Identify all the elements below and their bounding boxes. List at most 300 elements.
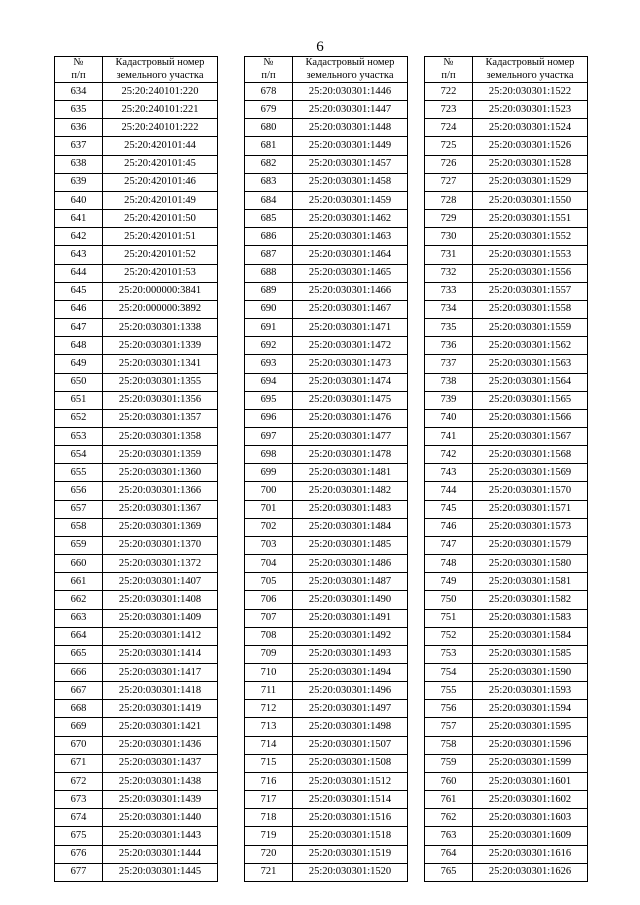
cadastral-number: 25:20:030301:1562 [473, 337, 588, 355]
table-row [425, 83, 588, 101]
cadastral-number: 25:20:030301:1626 [473, 863, 588, 881]
row-number: 731 [425, 246, 473, 264]
row-number: 648 [55, 337, 103, 355]
cadastral-number: 25:20:030301:1552 [473, 228, 588, 246]
cadastral-number: 25:20:030301:1570 [473, 482, 588, 500]
table-row [245, 119, 408, 137]
cadastral-number: 25:20:030301:1556 [473, 264, 588, 282]
table-row [245, 373, 408, 391]
cadastral-number: 25:20:030301:1444 [103, 845, 218, 863]
table-row [55, 682, 218, 700]
table-row [245, 772, 408, 790]
cadastral-number: 25:20:030301:1357 [103, 409, 218, 427]
cadastral-number: 25:20:030301:1581 [473, 573, 588, 591]
cadastral-number: 25:20:030301:1603 [473, 809, 588, 827]
table-row [245, 228, 408, 246]
cadastral-number: 25:20:030301:1481 [293, 464, 408, 482]
table-row [55, 282, 218, 300]
table-row [55, 83, 218, 101]
table-row [425, 518, 588, 536]
row-number: 654 [55, 446, 103, 464]
table-row [425, 101, 588, 119]
row-number: 692 [245, 337, 293, 355]
cadastral-number: 25:20:030301:1367 [103, 500, 218, 518]
row-number: 680 [245, 119, 293, 137]
cadastral-number: 25:20:030301:1485 [293, 536, 408, 554]
table-row [425, 464, 588, 482]
cadastral-number: 25:20:030301:1447 [293, 101, 408, 119]
row-number: 726 [425, 155, 473, 173]
table-row [245, 627, 408, 645]
table-row [55, 845, 218, 863]
row-number: 705 [245, 573, 293, 591]
table-row [425, 155, 588, 173]
row-number: 662 [55, 591, 103, 609]
table-row [245, 536, 408, 554]
cadastral-number: 25:20:030301:1438 [103, 772, 218, 790]
table-row [425, 228, 588, 246]
cadastral-number: 25:20:030301:1528 [473, 155, 588, 173]
cadastral-number: 25:20:030301:1484 [293, 518, 408, 536]
table-row [55, 791, 218, 809]
table-row [245, 173, 408, 191]
table-row [425, 246, 588, 264]
cadastral-number: 25:20:030301:1564 [473, 373, 588, 391]
cadastral-number: 25:20:030301:1473 [293, 355, 408, 373]
row-number: 689 [245, 282, 293, 300]
cadastral-number: 25:20:030301:1467 [293, 300, 408, 318]
row-number: 751 [425, 609, 473, 627]
row-number: 657 [55, 500, 103, 518]
cadastral-number: 25:20:030301:1466 [293, 282, 408, 300]
cadastral-number: 25:20:030301:1477 [293, 427, 408, 445]
row-number: 727 [425, 173, 473, 191]
row-number: 667 [55, 682, 103, 700]
table-row [425, 791, 588, 809]
table-row [55, 355, 218, 373]
row-number: 706 [245, 591, 293, 609]
row-number: 697 [245, 427, 293, 445]
table-row [55, 427, 218, 445]
cadastral-number: 25:20:030301:1490 [293, 591, 408, 609]
table-row [425, 772, 588, 790]
row-number: 739 [425, 391, 473, 409]
cadastral-number: 25:20:030301:1457 [293, 155, 408, 173]
number-column-header: № п/п [55, 57, 103, 83]
table-row [55, 155, 218, 173]
row-number: 738 [425, 373, 473, 391]
table-row [245, 409, 408, 427]
row-number: 663 [55, 609, 103, 627]
table-header [55, 57, 218, 83]
table-row [425, 391, 588, 409]
cadastral-number: 25:20:030301:1498 [293, 718, 408, 736]
table-row [425, 809, 588, 827]
table-row [425, 500, 588, 518]
cadastral-number: 25:20:030301:1476 [293, 409, 408, 427]
row-number: 711 [245, 682, 293, 700]
table-row [425, 446, 588, 464]
row-number: 684 [245, 191, 293, 209]
cadastral-number: 25:20:000000:3841 [103, 282, 218, 300]
cadastral-number: 25:20:030301:1472 [293, 337, 408, 355]
cadastral-column-header: Кадастровый номер земельного участка [103, 57, 218, 83]
table-row [425, 137, 588, 155]
cadastral-number: 25:20:030301:1585 [473, 645, 588, 663]
table-row [245, 391, 408, 409]
row-number: 658 [55, 518, 103, 536]
cadastral-number: 25:20:030301:1483 [293, 500, 408, 518]
cadastral-number: 25:20:030301:1519 [293, 845, 408, 863]
table-row [245, 682, 408, 700]
table-row [245, 446, 408, 464]
row-number: 748 [425, 555, 473, 573]
cadastral-number: 25:20:030301:1359 [103, 446, 218, 464]
row-number: 649 [55, 355, 103, 373]
cadastral-number: 25:20:030301:1496 [293, 682, 408, 700]
row-number: 762 [425, 809, 473, 827]
row-number: 685 [245, 210, 293, 228]
page-number: 6 [316, 39, 324, 55]
table-row [55, 863, 218, 881]
row-number: 669 [55, 718, 103, 736]
row-number: 700 [245, 482, 293, 500]
table-row [55, 137, 218, 155]
row-number: 753 [425, 645, 473, 663]
row-number: 703 [245, 536, 293, 554]
table-row [425, 355, 588, 373]
row-number: 681 [245, 137, 293, 155]
table-row [245, 664, 408, 682]
cadastral-number: 25:20:030301:1492 [293, 627, 408, 645]
cadastral-number: 25:20:030301:1478 [293, 446, 408, 464]
table-row [55, 264, 218, 282]
row-number: 747 [425, 536, 473, 554]
table-row [55, 718, 218, 736]
row-number: 750 [425, 591, 473, 609]
table-row [245, 863, 408, 881]
cadastral-number: 25:20:030301:1437 [103, 754, 218, 772]
row-number: 761 [425, 791, 473, 809]
table-row [55, 627, 218, 645]
cadastral-table-3 [424, 56, 588, 882]
row-number: 730 [425, 228, 473, 246]
cadastral-number: 25:20:030301:1458 [293, 173, 408, 191]
row-number: 652 [55, 409, 103, 427]
cadastral-column-header: Кадастровый номер земельного участка [473, 57, 588, 83]
table-row [245, 337, 408, 355]
row-number: 637 [55, 137, 103, 155]
row-number: 677 [55, 863, 103, 881]
cadastral-number: 25:20:030301:1448 [293, 119, 408, 137]
row-number: 714 [245, 736, 293, 754]
row-number: 733 [425, 282, 473, 300]
row-number: 757 [425, 718, 473, 736]
table-row [425, 210, 588, 228]
row-number: 672 [55, 772, 103, 790]
row-number: 643 [55, 246, 103, 264]
table-row [245, 191, 408, 209]
table-row [245, 827, 408, 845]
row-number: 741 [425, 427, 473, 445]
row-number: 737 [425, 355, 473, 373]
cadastral-number: 25:20:030301:1520 [293, 863, 408, 881]
cadastral-number: 25:20:030301:1518 [293, 827, 408, 845]
cadastral-number: 25:20:030301:1569 [473, 464, 588, 482]
cadastral-number: 25:20:420101:53 [103, 264, 218, 282]
table-row [55, 246, 218, 264]
row-number: 756 [425, 700, 473, 718]
table-row [245, 645, 408, 663]
row-number: 668 [55, 700, 103, 718]
cadastral-number: 25:20:030301:1459 [293, 191, 408, 209]
cadastral-number: 25:20:030301:1419 [103, 700, 218, 718]
row-number: 675 [55, 827, 103, 845]
table-row [245, 464, 408, 482]
cadastral-number: 25:20:030301:1609 [473, 827, 588, 845]
cadastral-number: 25:20:030301:1464 [293, 246, 408, 264]
cadastral-number: 25:20:030301:1571 [473, 500, 588, 518]
table-row [55, 754, 218, 772]
number-column-header: № п/п [425, 57, 473, 83]
cadastral-number: 25:20:030301:1512 [293, 772, 408, 790]
cadastral-number: 25:20:030301:1436 [103, 736, 218, 754]
table-row [55, 210, 218, 228]
table-row [425, 337, 588, 355]
table-row [245, 736, 408, 754]
cadastral-number: 25:20:240101:222 [103, 119, 218, 137]
cadastral-number: 25:20:030301:1553 [473, 246, 588, 264]
row-number: 660 [55, 555, 103, 573]
row-number: 743 [425, 464, 473, 482]
row-number: 708 [245, 627, 293, 645]
table-row [55, 319, 218, 337]
cadastral-number: 25:20:030301:1372 [103, 555, 218, 573]
cadastral-number: 25:20:030301:1596 [473, 736, 588, 754]
row-number: 715 [245, 754, 293, 772]
cadastral-number: 25:20:030301:1494 [293, 664, 408, 682]
cadastral-number: 25:20:030301:1369 [103, 518, 218, 536]
row-number: 712 [245, 700, 293, 718]
table-row [55, 446, 218, 464]
table-row [55, 809, 218, 827]
cadastral-number: 25:20:030301:1418 [103, 682, 218, 700]
cadastral-number: 25:20:030301:1568 [473, 446, 588, 464]
table-row [55, 482, 218, 500]
table-row [245, 718, 408, 736]
table-row [245, 246, 408, 264]
cadastral-number: 25:20:030301:1573 [473, 518, 588, 536]
table-row [245, 700, 408, 718]
row-number: 729 [425, 210, 473, 228]
row-number: 696 [245, 409, 293, 427]
row-number: 759 [425, 754, 473, 772]
row-number: 716 [245, 772, 293, 790]
cadastral-number: 25:20:030301:1559 [473, 319, 588, 337]
cadastral-number: 25:20:030301:1407 [103, 573, 218, 591]
row-number: 710 [245, 664, 293, 682]
table-row [55, 827, 218, 845]
row-number: 653 [55, 427, 103, 445]
row-number: 671 [55, 754, 103, 772]
cadastral-number: 25:20:030301:1358 [103, 427, 218, 445]
cadastral-number: 25:20:030301:1339 [103, 337, 218, 355]
row-number: 676 [55, 845, 103, 863]
row-number: 707 [245, 609, 293, 627]
table-row [245, 518, 408, 536]
table-row [425, 845, 588, 863]
table-row [55, 500, 218, 518]
cadastral-number: 25:20:030301:1601 [473, 772, 588, 790]
table-row [245, 264, 408, 282]
table-row [55, 536, 218, 554]
cadastral-number: 25:20:030301:1599 [473, 754, 588, 772]
table-row [425, 863, 588, 881]
table-row [425, 627, 588, 645]
table-row [425, 319, 588, 337]
row-number: 740 [425, 409, 473, 427]
cadastral-number: 25:20:030301:1529 [473, 173, 588, 191]
cadastral-number: 25:20:030301:1602 [473, 791, 588, 809]
cadastral-number: 25:20:030301:1421 [103, 718, 218, 736]
row-number: 701 [245, 500, 293, 518]
cadastral-number: 25:20:030301:1414 [103, 645, 218, 663]
row-number: 721 [245, 863, 293, 881]
table-row [55, 609, 218, 627]
table-row [245, 791, 408, 809]
table-row [245, 427, 408, 445]
row-number: 670 [55, 736, 103, 754]
row-number: 695 [245, 391, 293, 409]
cadastral-number: 25:20:030301:1567 [473, 427, 588, 445]
cadastral-number: 25:20:030301:1550 [473, 191, 588, 209]
row-number: 678 [245, 83, 293, 101]
row-number: 725 [425, 137, 473, 155]
table-row [245, 101, 408, 119]
row-number: 664 [55, 627, 103, 645]
row-number: 673 [55, 791, 103, 809]
cadastral-number: 25:20:240101:221 [103, 101, 218, 119]
row-number: 763 [425, 827, 473, 845]
row-number: 651 [55, 391, 103, 409]
cadastral-number: 25:20:030301:1566 [473, 409, 588, 427]
row-number: 745 [425, 500, 473, 518]
row-number: 639 [55, 173, 103, 191]
cadastral-number: 25:20:030301:1583 [473, 609, 588, 627]
table-row [245, 500, 408, 518]
table-row [245, 555, 408, 573]
table-row [425, 191, 588, 209]
table-row [55, 464, 218, 482]
table-row [245, 155, 408, 173]
row-number: 682 [245, 155, 293, 173]
table-row [245, 482, 408, 500]
row-number: 650 [55, 373, 103, 391]
table-row [425, 700, 588, 718]
table-row [55, 700, 218, 718]
row-number: 764 [425, 845, 473, 863]
cadastral-number: 25:20:030301:1360 [103, 464, 218, 482]
cadastral-number: 25:20:030301:1523 [473, 101, 588, 119]
table-row [55, 736, 218, 754]
cadastral-number: 25:20:030301:1462 [293, 210, 408, 228]
cadastral-number: 25:20:030301:1338 [103, 319, 218, 337]
row-number: 732 [425, 264, 473, 282]
cadastral-number: 25:20:030301:1522 [473, 83, 588, 101]
cadastral-number: 25:20:030301:1487 [293, 573, 408, 591]
table-row [245, 591, 408, 609]
table-row [245, 355, 408, 373]
table-row [425, 173, 588, 191]
row-number: 638 [55, 155, 103, 173]
table-row [425, 573, 588, 591]
table-row [425, 427, 588, 445]
row-number: 641 [55, 210, 103, 228]
cadastral-number: 25:20:030301:1557 [473, 282, 588, 300]
table-row [425, 736, 588, 754]
cadastral-number: 25:20:030301:1474 [293, 373, 408, 391]
cadastral-number: 25:20:030301:1341 [103, 355, 218, 373]
cadastral-number: 25:20:030301:1497 [293, 700, 408, 718]
cadastral-number: 25:20:030301:1463 [293, 228, 408, 246]
cadastral-number: 25:20:030301:1580 [473, 555, 588, 573]
table-row [55, 173, 218, 191]
row-number: 724 [425, 119, 473, 137]
cadastral-number: 25:20:030301:1526 [473, 137, 588, 155]
row-number: 666 [55, 664, 103, 682]
cadastral-number: 25:20:420101:44 [103, 137, 218, 155]
table-row [425, 300, 588, 318]
table-row [55, 772, 218, 790]
table-row [425, 718, 588, 736]
cadastral-number: 25:20:030301:1417 [103, 664, 218, 682]
table-row [425, 609, 588, 627]
row-number: 691 [245, 319, 293, 337]
row-number: 656 [55, 482, 103, 500]
cadastral-number: 25:20:030301:1582 [473, 591, 588, 609]
row-number: 765 [425, 863, 473, 881]
table-row [425, 264, 588, 282]
row-number: 709 [245, 645, 293, 663]
table-row [425, 664, 588, 682]
cadastral-number: 25:20:030301:1409 [103, 609, 218, 627]
table-row [245, 754, 408, 772]
cadastral-number: 25:20:030301:1514 [293, 791, 408, 809]
cadastral-number: 25:20:030301:1475 [293, 391, 408, 409]
table-row [55, 391, 218, 409]
cadastral-number: 25:20:030301:1579 [473, 536, 588, 554]
table-row [245, 137, 408, 155]
cadastral-number: 25:20:030301:1508 [293, 754, 408, 772]
row-number: 713 [245, 718, 293, 736]
row-number: 728 [425, 191, 473, 209]
cadastral-number: 25:20:030301:1590 [473, 664, 588, 682]
cadastral-number: 25:20:030301:1524 [473, 119, 588, 137]
row-number: 647 [55, 319, 103, 337]
row-number: 742 [425, 446, 473, 464]
cadastral-number: 25:20:030301:1565 [473, 391, 588, 409]
cadastral-number: 25:20:030301:1370 [103, 536, 218, 554]
cadastral-number: 25:20:030301:1595 [473, 718, 588, 736]
cadastral-number: 25:20:030301:1594 [473, 700, 588, 718]
table-row [55, 300, 218, 318]
cadastral-number: 25:20:420101:49 [103, 191, 218, 209]
row-number: 688 [245, 264, 293, 282]
cadastral-number: 25:20:030301:1516 [293, 809, 408, 827]
cadastral-table-2 [244, 56, 408, 882]
table-row [245, 809, 408, 827]
row-number: 679 [245, 101, 293, 119]
